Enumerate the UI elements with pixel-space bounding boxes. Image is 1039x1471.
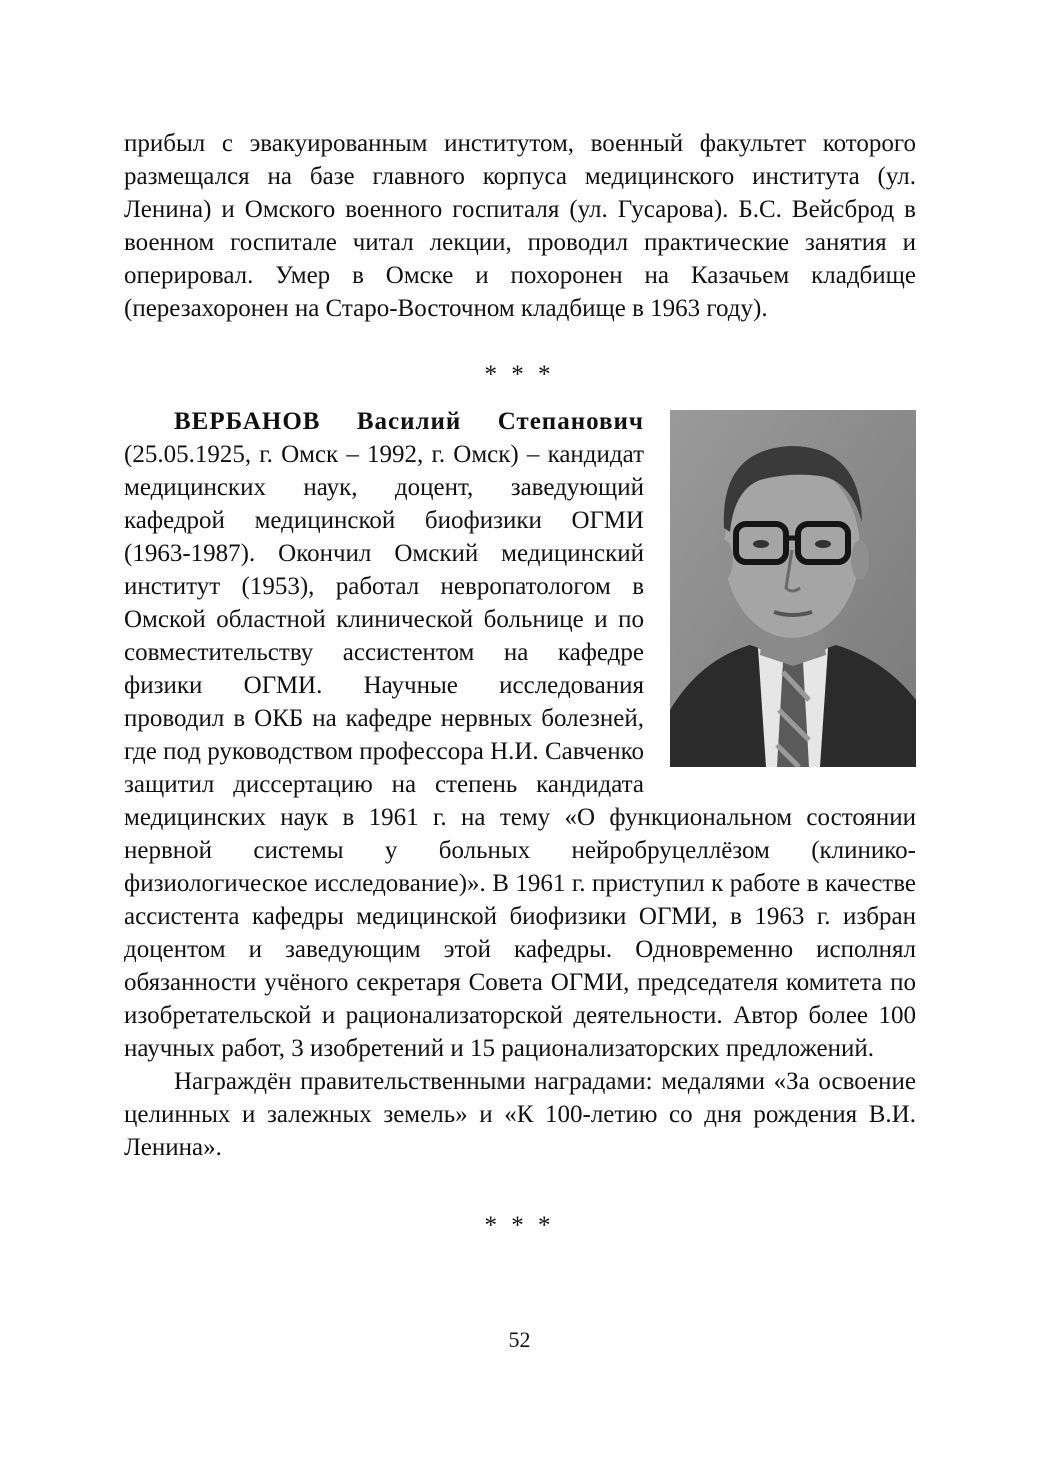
separator-top: * * * [484,361,555,388]
bio-text: (25.05.1925, г. Омск – 1992, г. Омск) – кандидат медицинских наук, доцент, заведующий кафедрой медицинской биофизики ОГМИ (1963-1987). Окончил Омский медицинский институт (1953), работал невропатологом в Омской областной клинической больнице и по совместительству ассистентом на кафедре физики ОГМИ. Научные исследования проводил в ОКБ на кафедре нервных болезней, где под руководством профессора Н.И. Савченко защитил диссертацию на степень кандидата медицинских наук в 1961 г. на тему «О функциональном состоянии нервной системы у больных нейробруцеллёзом (клинико-физиологическое исследование)». В 1961 г. приступил к работе в качестве ассистента кафедры медицинской биофизики ОГМИ, в 1963 г. избран доцентом и заведующим этой кафедры. Одновременно исполнял обязанности учёного секретаря Совета ОГМИ, председателя комитета по изобретательской и рационализаторской деятельности. Автор более 100 научных работ, 3 изобретений и 15 рационализаторских предложений. [124,441,916,1062]
person-name: ВЕРБАНОВ Василий Степанович [174,408,644,435]
page-number: 52 [508,1327,531,1352]
portrait-photo [670,410,916,767]
top-text-block [124,127,916,325]
top-paragraph: прибыл с эвакуированным институтом, военный факультет которого размещался на базе главного корпуса медицинского института (ул. Ленина) и Омского военного госпиталя (ул. Гусарова). Б.С. Вейсброд в военном госпитале читал лекции, проводил практические занятия и оперировал. Умер в Омске и похоронен на Казачьем кладбище (перезахоронен на Старо-Восточном кладбище в 1963 году). [124,130,916,322]
portrait-image [670,410,916,767]
awards-paragraph: Награждён правительственными наградами: медалями «За освоение целинных и залежных земель» и «К 100-летию со дня рождения В.И. Ленина». [124,1068,916,1161]
separator-bottom: * * * [484,1212,555,1239]
bio-block [124,405,916,1164]
